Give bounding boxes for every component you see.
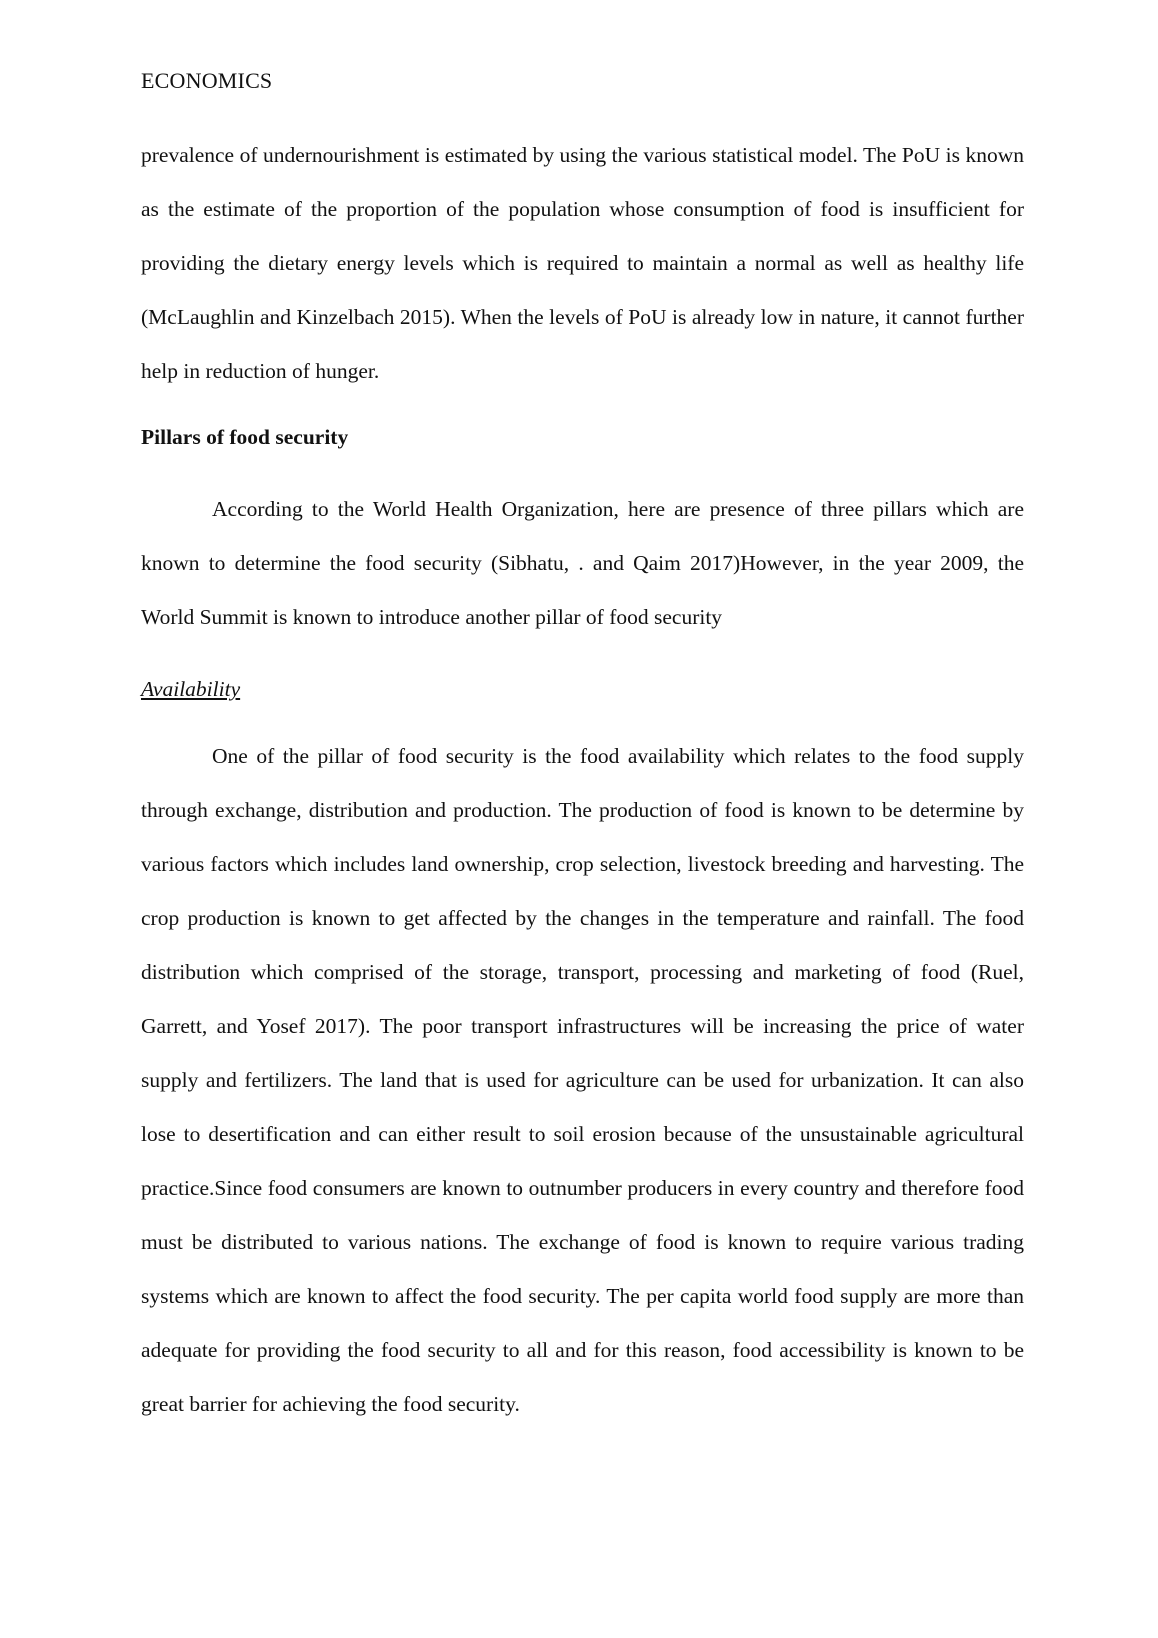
paragraph-food-availability: One of the pillar of food security is the food availability which relates to the food supply through exchange, distribution and production. The production of food is known to be determine by various factors which includes land ownership, crop selection, livestock breeding and harvesting. The crop production is known to get affected by the changes in the temperature and rainfall. The food distribution which comprised of the storage, transport, processing and marketing of food (Ruel, Garrett, and Yosef 2017). The poor transport infrastructures will be increasing the price of water supply and fertilizers. The land that is used for agriculture can be used for urbanization. It can also lose to desertification and can either result to soil erosion because of the unsustainable agricultural practice.Since food consumers are known to outnumber producers in every country and therefore food must be distributed to various nations. The exchange of food is known to require various trading systems which are known to affect the food security. The per capita world food supply are more than adequate for providing the food security to all and for this reason, food accessibility is known to be great barrier for achieving the food security. — [141, 744, 1024, 1416]
paragraph-prevalence-undernourishment: prevalence of undernourishment is estimated by using the various statistical model. The PoU is known as the estimate of the proportion of the population whose consumption of food is insufficient for providing the dietary energy levels which is required to maintain a normal as well as healthy life (McLaughlin and Kinzelbach 2015). When the levels of PoU is already low in nature, it cannot further help in reduction of hunger. — [141, 143, 1024, 383]
page-header: ECONOMICS — [141, 68, 273, 93]
section-heading: Pillars of food security — [141, 425, 349, 449]
subsection-heading-availability: Availability — [141, 677, 241, 701]
paragraph-three-pillars: According to the World Health Organization, here are presence of three pillars which are known to determine the food security (Sibhatu, . and Qaim 2017)However, in the year 2009, the World Summit is known to introduce another pillar of food security — [141, 497, 1024, 629]
